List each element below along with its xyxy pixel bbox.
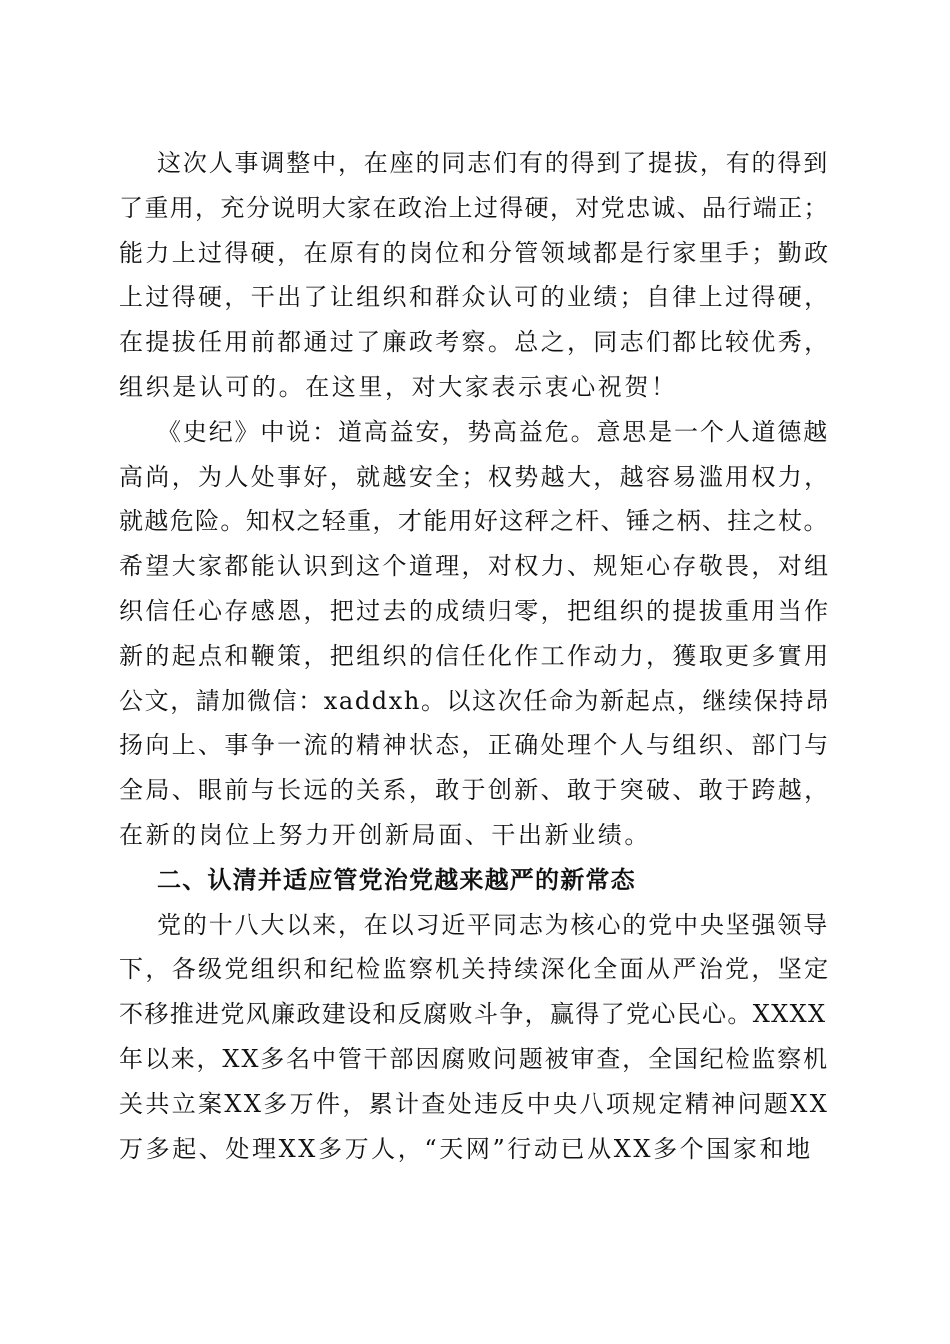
text-line: 年以来，XX多名中管干部因腐败问题被审查，全国纪检监察机 (119, 1044, 829, 1073)
text-line: 就越危险。知权之轻重，才能用好这秤之杆、锤之柄、拄之杖。 (119, 507, 829, 536)
text-line: 在提拔任用前都通过了廉政考察。总之，同志们都比较优秀， (119, 328, 831, 357)
text-line: 高尚，为人处事好，就越安全；权势越大，越容易滥用权力， (119, 462, 831, 491)
text-line: 织信任心存感恩，把过去的成绩归零，把组织的提拔重用当作 (119, 596, 831, 625)
text-line: 能力上过得硬，在原有的岗位和分管领域都是行家里手；勤政 (119, 238, 831, 267)
text-line: 《史纪》中说：道高益安，势高益危。意思是一个人道德越 (157, 417, 830, 446)
text-line: 组织是认可的。在这里，对大家表示衷心祝贺！ (119, 372, 678, 401)
text-line: 了重用，充分说明大家在政治上过得硬，对党忠诚、品行端正； (119, 193, 829, 222)
text-line: 希望大家都能认识到这个道理，对权力、规矩心存敬畏，对组 (119, 552, 831, 581)
document-body (119, 141, 831, 1171)
text-line: 全局、眼前与长远的关系，敢于创新、敢于突破、敢于跨越， (119, 776, 831, 805)
text-line: 新的起点和鞭策，把组织的信任化作工作动力，獲取更多實用 (119, 641, 831, 670)
section-heading: 二、认清并适应管党治党越来越严的新常态 (157, 865, 636, 894)
text-line: 党的十八大以来，在以习近平同志为核心的党中央坚强领导 (157, 910, 830, 939)
text-line: 这次人事调整中，在座的同志们有的得到了提拔，有的得到 (157, 149, 830, 177)
text-line: 扬向上、事争一流的精神状态，正确处理个人与组织、部门与 (119, 731, 831, 760)
text-line: 不移推进党风廉政建设和反腐败斗争，赢得了党心民心。XXXX (119, 1000, 827, 1029)
text-line: 上过得硬，干出了让组织和群众认可的业绩；自律上过得硬， (119, 283, 831, 312)
text-line: 关共立案XX多万件，累计查处违反中央八项规定精神问题XX (119, 1089, 830, 1118)
text-line: 公文，請加微信：xaddxh。以这次任命为新起点，继续保持昂 (119, 686, 831, 715)
text-line: 万多起、处理XX多万人，“天网”行动已从XX多个国家和地 (119, 1134, 813, 1163)
text-line: 在新的岗位上努力开创新局面、干出新业绩。 (119, 820, 651, 849)
text-line: 下，各级党组织和纪检监察机关持续深化全面从严治党，坚定 (119, 955, 831, 984)
